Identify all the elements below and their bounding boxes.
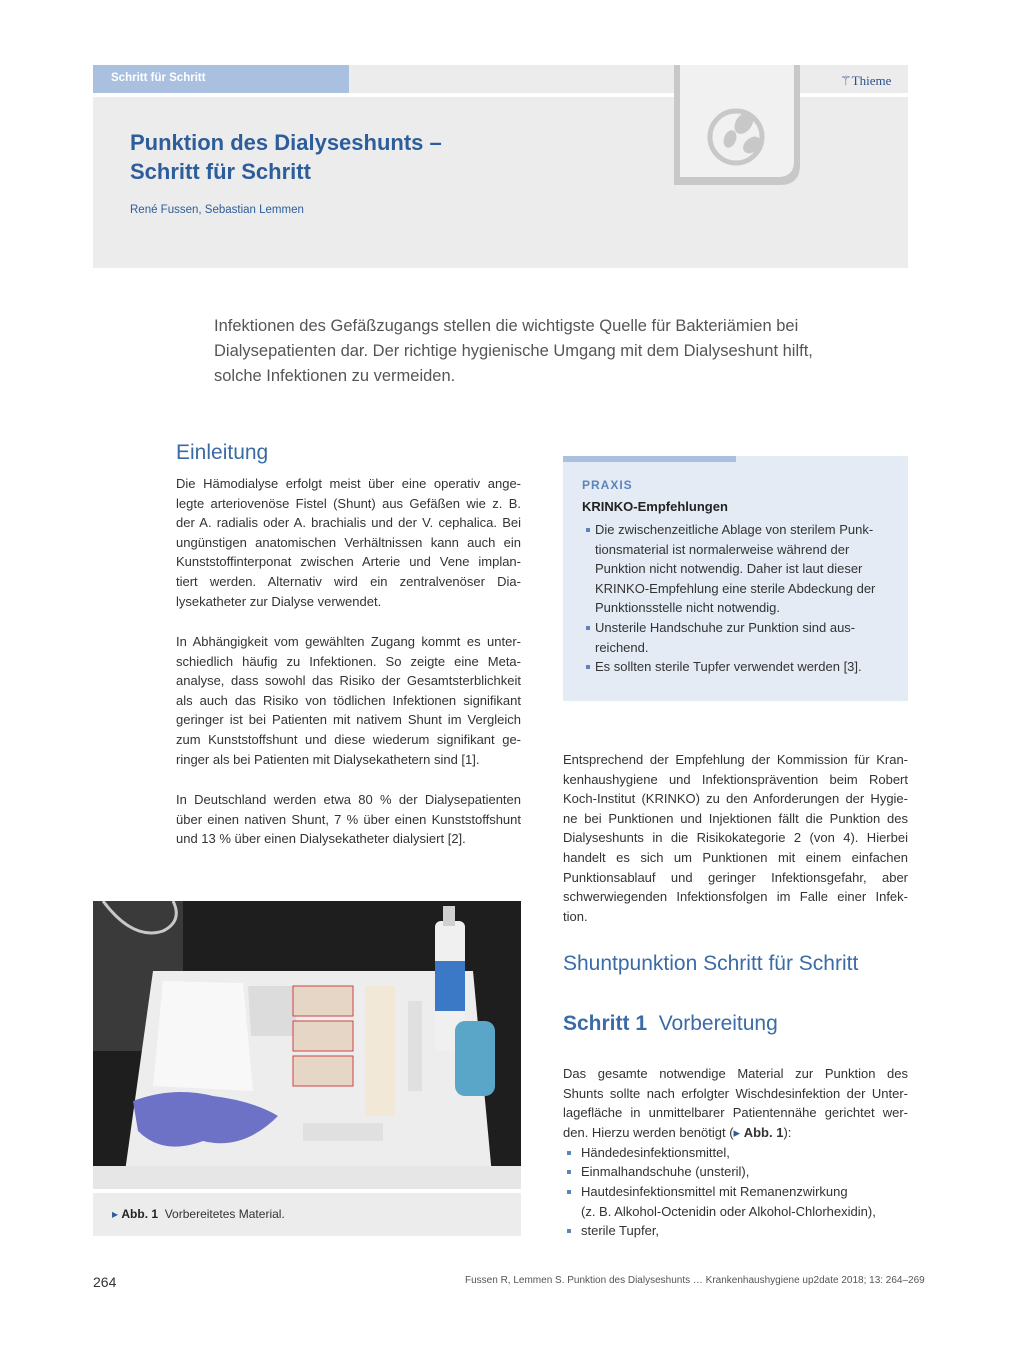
- text-line: Shunts sollte nach erfolgter Wischdesinfektion der Unter-: [563, 1085, 908, 1101]
- text-line: In Abhängigkeit vom gewählten Zugang kommt es unter-: [176, 634, 521, 649]
- text-line: Das gesamte notwendige Material zur Punktion des: [563, 1066, 908, 1081]
- triangle-right-icon: ▸: [733, 1124, 741, 1140]
- publisher-logo: ⚚Thieme: [840, 73, 892, 88]
- triangle-right-icon: ▸: [112, 1207, 119, 1221]
- bullet-square-icon: [567, 1170, 571, 1174]
- text-line: kenhaushygiene und Infektionsprävention beim Robert: [563, 771, 908, 787]
- list-item: [581, 1182, 876, 1221]
- text-line: tionsmaterial ist normalerweise während der: [595, 541, 850, 557]
- list-item: [595, 657, 862, 677]
- article-title-line: Schritt für Schritt: [130, 159, 311, 184]
- text-line: als auch das Risiko von tödlichen Infektionen signifikant: [176, 692, 521, 708]
- text-line: lagefläche in unmittelbarer Patientennähe gerichtet wer-: [563, 1105, 908, 1121]
- text-line: sterile Tupfer,: [581, 1223, 660, 1238]
- text-line: ringer als bei Patienten mit Dialysekathetern sind [1].: [176, 751, 480, 767]
- header-top-strip: [349, 65, 908, 93]
- text-line: lysekatheter zur Dialyse verwendet.: [176, 593, 382, 609]
- step-label: Schritt 1: [563, 1012, 648, 1035]
- section-tab: [93, 65, 349, 93]
- caption-text: Vorbereitetes Material.: [164, 1207, 285, 1221]
- figure-caption: [112, 1207, 285, 1221]
- text-line: ungünstigen anatomischen Verhältnissen kann auch ein: [176, 534, 521, 550]
- text-line: handelt es sich um Punktionen mit einem einfachen: [563, 849, 908, 865]
- leaf-logo-icon: [674, 65, 800, 185]
- lead-line: Dialysepatienten dar. Der richtige hygienische Umgang mit dem Dialyseshunt hilft,: [214, 342, 813, 360]
- text-line: Koch-Institut (KRINKO) zu den Anforderungen der Hygie-: [563, 791, 908, 807]
- publisher-name: Thieme: [851, 73, 892, 88]
- text-line: Entsprechend der Empfehlung der Kommission für Kran-: [563, 752, 908, 767]
- bullet-square-icon: [586, 528, 590, 532]
- text-line: Unsterile Handschuhe zur Punktion sind aus-: [595, 620, 856, 635]
- text-line: zum Kunststoffshunt und diese wiederum signifikant ge-: [176, 731, 521, 747]
- heading-shuntpunktion: Shuntpunktion Schritt für Schritt: [563, 952, 859, 975]
- text-line: legte arteriovenöse Fistel (Shunt) aus Gefäßen wie z. B.: [176, 495, 521, 511]
- text-line: (z. B. Alkohol-Octenidin oder Alkohol-Chlorhexidin),: [581, 1203, 876, 1219]
- text-line: Punktion nicht notwendig. Daher ist laut dieser: [595, 561, 863, 577]
- text-line: tion.: [563, 908, 588, 924]
- paragraph: [176, 790, 521, 849]
- praxis-title: KRINKO-Empfehlungen: [582, 499, 728, 514]
- lead-line: solche Infektionen zu vermeiden.: [214, 367, 456, 385]
- text-line: Die Hämodialyse erfolgt meist über eine operativ ange-: [176, 476, 521, 491]
- text-line: über einen nativen Shunt, 7 % über einen Kunststoffshunt: [176, 811, 521, 827]
- text-line: schwerwiegenden Infektionsfolgen im Falle einer Infek-: [563, 889, 908, 905]
- bullet-square-icon: [586, 626, 590, 630]
- text-line: Die zwischenzeitliche Ablage von sterilem Punk-: [595, 522, 874, 537]
- lead-line: Infektionen des Gefäßzugangs stellen die wichtigste Quelle für Bakteriämien bei: [214, 317, 799, 335]
- text-line: Händedesinfektionsmittel,: [581, 1145, 730, 1160]
- text-line: Hautdesinfektionsmittel mit Remanenzwirkung: [581, 1184, 848, 1199]
- figure-ref-link[interactable]: Abb. 1: [743, 1124, 784, 1140]
- article-title: [130, 128, 550, 186]
- lead-paragraph: [214, 314, 874, 389]
- text-line: Dialyseshunts in die Risikokategorie 2 (von 4). Hierbei: [563, 830, 908, 846]
- text-line: reichend.: [595, 639, 649, 655]
- text-line: schiedlich häufig zu Infektionen. So zeigte eine Meta-: [176, 653, 521, 669]
- footer-citation: Fussen R, Lemmen S. Punktion des Dialyseshunts … Krankenhaushygiene up2date 2018; 13: 264–269: [465, 1275, 925, 1286]
- paragraph: [563, 1064, 908, 1142]
- praxis-label: PRAXIS: [582, 478, 633, 492]
- list-item: [595, 520, 875, 618]
- text-line: [563, 1123, 908, 1143]
- text-line: In Deutschland werden etwa 80 % der Dialysepatienten: [176, 792, 521, 807]
- text-line: Einmalhandschuhe (unsteril),: [581, 1164, 750, 1179]
- text-fragment: den. Hierzu werden benötigt (: [563, 1124, 734, 1140]
- text-line: Es sollten sterile Tupfer verwendet werden [3].: [595, 659, 862, 674]
- text-line: tiert werden. Alternativ wird ein zentralvenöser Dia-: [176, 573, 521, 589]
- heading-schritt-1: [563, 1012, 778, 1036]
- figure-photo: [93, 901, 521, 1189]
- caption-label: Abb. 1: [121, 1207, 159, 1221]
- text-line: KRINKO-Empfehlung eine sterile Abdeckung der: [595, 580, 876, 596]
- step-title: Vorbereitung: [658, 1012, 778, 1035]
- list-item: [581, 1162, 749, 1182]
- bullet-square-icon: [567, 1190, 571, 1194]
- text-line: und 13 % über einen Dialysekatheter dialysiert [2].: [176, 831, 466, 847]
- text-line: analyse, dass sowohl das Risiko der Gesamtsterblichkeit: [176, 673, 521, 689]
- text-line: Punktionsablauf und geringer Infektionsgefahr, aber: [563, 869, 908, 885]
- bullet-square-icon: [567, 1151, 571, 1155]
- article-title-line: Punktion des Dialyseshunts –: [130, 130, 442, 155]
- text-line: Punktionsstelle nicht notwendig.: [595, 600, 781, 616]
- list-item: [595, 618, 855, 657]
- list-item: [581, 1143, 730, 1163]
- text-line: der A. radialis oder A. brachialis und der V. cephalica. Bei: [176, 515, 521, 531]
- paragraph: [176, 474, 521, 611]
- section-tab-label: Schritt für Schritt: [111, 72, 206, 84]
- text-line: ne bei Punktionen und Injektionen fällt die Punktion des: [563, 810, 908, 826]
- text-fragment: ):: [783, 1124, 792, 1140]
- text-line: geringer ist bei Patienten mit nativem Shunt im Vergleich: [176, 712, 521, 728]
- list-item: [581, 1221, 659, 1241]
- paragraph: [563, 750, 908, 926]
- paragraph: [176, 632, 521, 769]
- bullet-square-icon: [586, 665, 590, 669]
- praxis-bar: [563, 456, 736, 462]
- heading-einleitung: Einleitung: [176, 441, 269, 464]
- bullet-square-icon: [567, 1229, 571, 1233]
- page-number: 264: [93, 1274, 117, 1290]
- authors: René Fussen, Sebastian Lemmen: [130, 204, 304, 216]
- text-line: Kunststoffinterponat zwischen Arterie und Vene implan-: [176, 554, 521, 570]
